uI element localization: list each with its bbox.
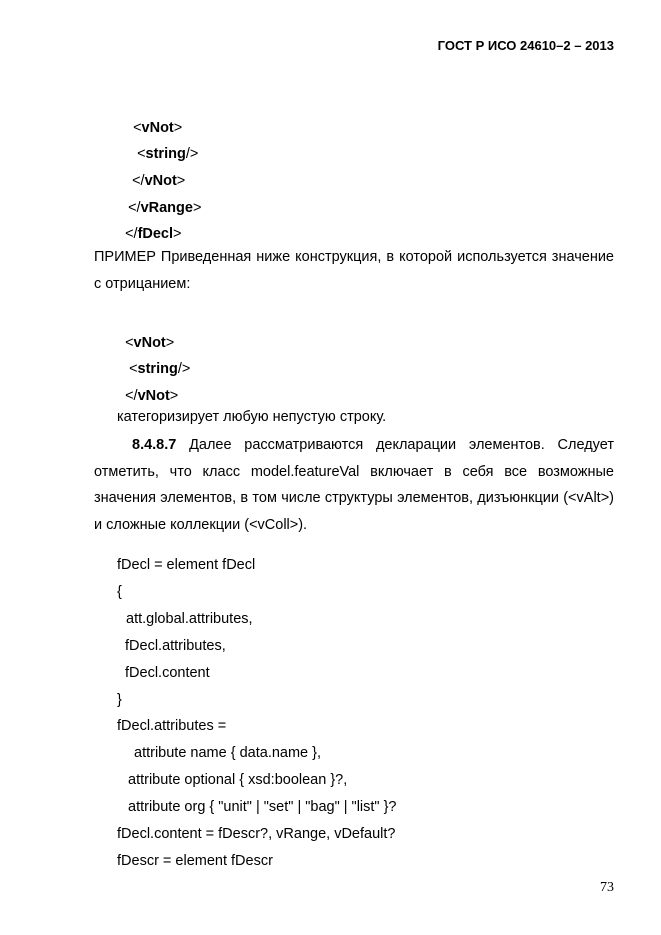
code-line: </vNot> — [125, 388, 179, 404]
code-line: attribute org { "unit" | "set" | "bag" | "list" }? — [128, 799, 397, 815]
code-line: <string/> — [137, 146, 199, 162]
example-paragraph: ПРИМЕР Приведенная ниже конструкция, в которой используется значение с отрицанием: — [94, 249, 614, 292]
code-line: </vRange> — [128, 200, 202, 216]
code-line: </vNot> — [132, 173, 186, 189]
section-text: Далее рассматриваются декларации элементов. Следует отметить, что класс model.featureVal включает в себя все возможные значения элементов, в том числе структуры элементов, дизъюнкции (<vAlt>) и сложные коллекции (<vColl>). — [94, 437, 614, 533]
code-line: } — [117, 692, 122, 708]
code-line: attribute name { data.name }, — [134, 745, 322, 761]
code-line: fDecl.attributes, — [125, 638, 226, 654]
code-line: </fDecl> — [125, 226, 182, 242]
code-line: { — [117, 584, 122, 600]
page-header: ГОСТ Р ИСО 24610–2 – 2013 — [437, 38, 614, 53]
code-line: <vNot> — [125, 335, 175, 351]
code-line: fDecl.content — [125, 665, 210, 681]
section-paragraph — [94, 432, 614, 538]
page-number: 73 — [600, 880, 614, 895]
code-line: fDecl = element fDecl — [117, 557, 256, 573]
example-result: категоризирует любую непустую строку. — [117, 409, 387, 425]
code-line: attribute optional { xsd:boolean }?, — [128, 772, 348, 788]
code-line: <vNot> — [133, 120, 183, 136]
code-line: <string/> — [129, 361, 191, 377]
code-line: fDescr = element fDescr — [117, 853, 273, 869]
code-line: att.global.attributes, — [126, 611, 253, 627]
code-line: fDecl.attributes = — [117, 718, 227, 734]
code-line: fDecl.content = fDescr?, vRange, vDefault? — [117, 826, 396, 842]
section-number: 8.4.8.7 — [132, 437, 177, 453]
